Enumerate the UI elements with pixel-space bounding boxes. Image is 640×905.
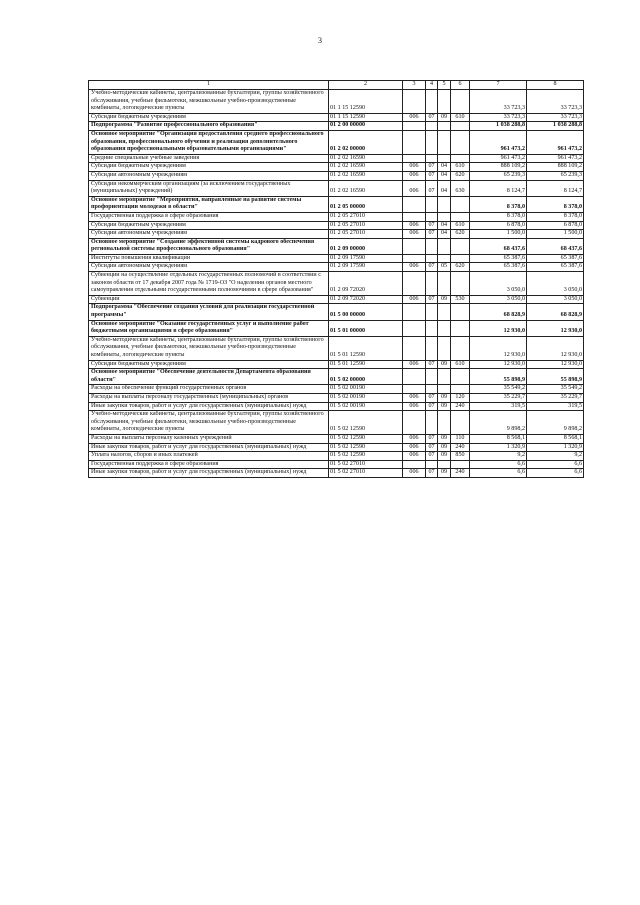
target-article-code: 01 2 09 00000 <box>329 238 403 254</box>
table-row <box>89 393 584 402</box>
target-article-code: 01 5 02 12590 <box>329 452 403 461</box>
target-article-code: 01 2 09 17590 <box>329 254 403 263</box>
subsection-code <box>438 411 451 435</box>
target-article-code: 01 2 02 16590 <box>329 171 403 180</box>
table-row <box>89 360 584 369</box>
subsection-code: 05 <box>438 263 451 272</box>
subsection-code: 09 <box>438 393 451 402</box>
table-row <box>89 254 584 263</box>
amount-year-1: 1 500,0 <box>470 230 527 239</box>
amount-year-2: 8 124,7 <box>527 180 584 196</box>
target-article-code: 01 5 01 12590 <box>329 360 403 369</box>
subsection-code: 04 <box>438 171 451 180</box>
table-row <box>89 230 584 239</box>
ministry-code: 006 <box>403 113 426 122</box>
table-row <box>89 171 584 180</box>
table-row <box>89 469 584 478</box>
table-row <box>89 434 584 443</box>
expense-type-code: 620 <box>451 263 470 272</box>
section-code <box>426 385 438 394</box>
expense-type-code: 240 <box>451 469 470 478</box>
ministry-code <box>403 212 426 221</box>
expense-type-code <box>451 196 470 212</box>
table-row <box>89 385 584 394</box>
target-article-code: 01 2 09 72020 <box>329 295 403 304</box>
ministry-code <box>403 304 426 320</box>
amount-year-1: 33 723,3 <box>470 113 527 122</box>
subsection-code <box>438 196 451 212</box>
ministry-code: 006 <box>403 163 426 172</box>
amount-year-1: 12 930,0 <box>470 320 527 336</box>
ministry-code <box>403 320 426 336</box>
table-row <box>89 212 584 221</box>
ministry-code: 006 <box>403 360 426 369</box>
table-row <box>89 113 584 122</box>
expense-type-code: 110 <box>451 434 470 443</box>
amount-year-1: 6,6 <box>470 469 527 478</box>
amount-year-1: 961 473,2 <box>470 130 527 154</box>
amount-year-1: 65 387,6 <box>470 263 527 272</box>
section-code: 07 <box>426 295 438 304</box>
item-name: Иные закупки товаров, работ и услуг для государственных (муниципальных) нужд <box>89 443 329 452</box>
ministry-code: 006 <box>403 295 426 304</box>
expense-type-code: 610 <box>451 221 470 230</box>
section-code <box>426 411 438 435</box>
ministry-code: 006 <box>403 452 426 461</box>
amount-year-1: 8 568,1 <box>470 434 527 443</box>
table-row <box>89 238 584 254</box>
header-cell: 7 <box>470 81 527 90</box>
table-row <box>89 369 584 385</box>
section-code <box>426 238 438 254</box>
section-code <box>426 320 438 336</box>
subsection-code <box>438 122 451 131</box>
amount-year-2: 1 320,9 <box>527 443 584 452</box>
amount-year-2: 8 378,0 <box>527 212 584 221</box>
table-row <box>89 411 584 435</box>
ministry-code <box>403 272 426 296</box>
subsection-code: 09 <box>438 452 451 461</box>
amount-year-2: 35 549,2 <box>527 385 584 394</box>
item-name: Иные закупки товаров, работ и услуг для государственных (муниципальных) нужд <box>89 402 329 411</box>
table-row <box>89 163 584 172</box>
ministry-code <box>403 460 426 469</box>
expense-type-code <box>451 385 470 394</box>
subsection-code <box>438 336 451 360</box>
expense-type-code: 850 <box>451 452 470 461</box>
section-code: 07 <box>426 163 438 172</box>
expense-type-code: 120 <box>451 393 470 402</box>
item-name: Государственная поддержка в сфере образования <box>89 212 329 221</box>
amount-year-2: 65 239,3 <box>527 171 584 180</box>
header-row <box>89 81 584 90</box>
item-name: Институты повышения квалификации <box>89 254 329 263</box>
expense-type-code <box>451 254 470 263</box>
expense-type-code <box>451 154 470 163</box>
ministry-code: 006 <box>403 171 426 180</box>
page-number: 3 <box>318 36 322 45</box>
amount-year-2: 1 038 288,8 <box>527 122 584 131</box>
target-article-code: 01 2 09 17590 <box>329 263 403 272</box>
table-row <box>89 272 584 296</box>
expense-type-code <box>451 336 470 360</box>
target-article-code: 01 2 05 00000 <box>329 196 403 212</box>
item-name: Расходы на выплаты персоналу казенных учреждений <box>89 434 329 443</box>
amount-year-2: 55 898,9 <box>527 369 584 385</box>
amount-year-1: 3 050,0 <box>470 272 527 296</box>
amount-year-1: 1 038 288,8 <box>470 122 527 131</box>
expense-type-code: 240 <box>451 402 470 411</box>
table-row <box>89 154 584 163</box>
header-cell: 1 <box>89 81 329 90</box>
ministry-code: 006 <box>403 469 426 478</box>
ministry-code <box>403 196 426 212</box>
target-article-code: 01 2 05 27010 <box>329 221 403 230</box>
section-code <box>426 212 438 221</box>
expense-type-code <box>451 411 470 435</box>
subsection-code: 09 <box>438 360 451 369</box>
subsection-code <box>438 385 451 394</box>
target-article-code: 01 5 01 00000 <box>329 320 403 336</box>
table-row <box>89 130 584 154</box>
ministry-code <box>403 90 426 114</box>
section-code: 07 <box>426 452 438 461</box>
ministry-code: 006 <box>403 180 426 196</box>
target-article-code: 01 5 02 00000 <box>329 369 403 385</box>
item-name: Средние специальные учебные заведения <box>89 154 329 163</box>
table-row <box>89 263 584 272</box>
table-row <box>89 452 584 461</box>
section-code: 07 <box>426 443 438 452</box>
table-row <box>89 295 584 304</box>
amount-year-1: 6,6 <box>470 460 527 469</box>
target-article-code: 01 5 02 00190 <box>329 393 403 402</box>
section-code <box>426 272 438 296</box>
target-article-code: 01 5 02 12590 <box>329 443 403 452</box>
amount-year-1: 6 878,0 <box>470 221 527 230</box>
amount-year-1: 8 378,0 <box>470 212 527 221</box>
amount-year-2: 961 473,2 <box>527 130 584 154</box>
expense-type-code: 620 <box>451 171 470 180</box>
expense-type-code: 610 <box>451 360 470 369</box>
target-article-code: 01 5 00 00000 <box>329 304 403 320</box>
subsection-code: 04 <box>438 163 451 172</box>
amount-year-1: 961 473,2 <box>470 154 527 163</box>
target-article-code: 01 2 09 72020 <box>329 272 403 296</box>
item-name: Учебно-методические кабинеты, централизованные бухгалтерии, группы хозяйственного обслуживания, учебные фильмотеки, межшкольные учебно-производственные комбинаты, логопедические пункты <box>89 90 329 114</box>
table-body <box>89 81 584 478</box>
subsection-code <box>438 212 451 221</box>
ministry-code <box>403 154 426 163</box>
item-name: Государственная поддержка в сфере образования <box>89 460 329 469</box>
section-code: 07 <box>426 360 438 369</box>
amount-year-1: 1 320,9 <box>470 443 527 452</box>
amount-year-1: 319,5 <box>470 402 527 411</box>
ministry-code: 006 <box>403 434 426 443</box>
ministry-code: 006 <box>403 443 426 452</box>
table-row <box>89 336 584 360</box>
subsection-code: 09 <box>438 469 451 478</box>
item-name: Учебно-методические кабинеты, централизованные бухгалтерии, группы хозяйственного обслуживания, учебные фильмотеки, межшкольные учебно-производственные комбинаты, логопедические пункты <box>89 336 329 360</box>
target-article-code: 01 5 02 12590 <box>329 434 403 443</box>
expense-type-code <box>451 272 470 296</box>
expense-type-code <box>451 460 470 469</box>
ministry-code <box>403 369 426 385</box>
amount-year-1: 12 930,0 <box>470 360 527 369</box>
amount-year-2: 6 878,0 <box>527 221 584 230</box>
subsection-code: 09 <box>438 443 451 452</box>
amount-year-2: 35 229,7 <box>527 393 584 402</box>
target-article-code: 01 2 02 00000 <box>329 130 403 154</box>
table-row <box>89 460 584 469</box>
amount-year-2: 3 050,0 <box>527 272 584 296</box>
amount-year-1: 12 930,0 <box>470 336 527 360</box>
table-row <box>89 304 584 320</box>
item-name: Субвенции на осуществление отдельных государственных полномочий в соответствии с законом области от 17 декабря 2007 года № 1719-ОЗ "О наделении органов местного самоуправления отдельными государственными полномочиями в сфере образования" <box>89 272 329 296</box>
target-article-code: 01 5 02 00190 <box>329 385 403 394</box>
expense-type-code: 610 <box>451 113 470 122</box>
amount-year-1: 888 109,2 <box>470 163 527 172</box>
amount-year-2: 33 723,3 <box>527 113 584 122</box>
amount-year-1: 33 723,3 <box>470 90 527 114</box>
subsection-code: 09 <box>438 113 451 122</box>
amount-year-2: 3 050,0 <box>527 295 584 304</box>
section-code <box>426 196 438 212</box>
header-cell: 6 <box>451 81 470 90</box>
amount-year-2: 6,6 <box>527 460 584 469</box>
subsection-code <box>438 254 451 263</box>
target-article-code: 01 2 02 16590 <box>329 154 403 163</box>
expense-type-code: 610 <box>451 163 470 172</box>
subsection-code <box>438 304 451 320</box>
target-article-code: 01 1 15 12590 <box>329 113 403 122</box>
budget-table <box>88 80 584 478</box>
amount-year-2: 12 930,0 <box>527 360 584 369</box>
table-row <box>89 320 584 336</box>
expense-type-code: 620 <box>451 230 470 239</box>
amount-year-2: 319,5 <box>527 402 584 411</box>
amount-year-1: 65 387,6 <box>470 254 527 263</box>
table-row <box>89 402 584 411</box>
item-name: Субсидии бюджетным учреждениям <box>89 113 329 122</box>
amount-year-2: 8 568,1 <box>527 434 584 443</box>
item-name: Субсидии бюджетным учреждениям <box>89 221 329 230</box>
subsection-code: 09 <box>438 434 451 443</box>
section-code <box>426 122 438 131</box>
ministry-code <box>403 238 426 254</box>
amount-year-1: 9,2 <box>470 452 527 461</box>
expense-type-code <box>451 130 470 154</box>
header-cell: 4 <box>426 81 438 90</box>
section-code: 07 <box>426 263 438 272</box>
target-article-code: 01 5 02 00190 <box>329 402 403 411</box>
amount-year-1: 68 828,9 <box>470 304 527 320</box>
ministry-code <box>403 385 426 394</box>
expense-type-code: 630 <box>451 180 470 196</box>
subsection-code <box>438 272 451 296</box>
amount-year-2: 888 109,2 <box>527 163 584 172</box>
section-code <box>426 130 438 154</box>
subsection-code <box>438 369 451 385</box>
table-row <box>89 196 584 212</box>
expense-type-code: 240 <box>451 443 470 452</box>
subsection-code <box>438 154 451 163</box>
ministry-code <box>403 130 426 154</box>
amount-year-2: 33 723,3 <box>527 90 584 114</box>
amount-year-1: 65 239,3 <box>470 171 527 180</box>
item-name: Основное мероприятие "Оказание государственных услуг и выполнение работ бюджетными организациями в сфере образования" <box>89 320 329 336</box>
amount-year-1: 8 378,0 <box>470 196 527 212</box>
subsection-code: 04 <box>438 180 451 196</box>
amount-year-2: 65 387,6 <box>527 263 584 272</box>
item-name: Субвенции <box>89 295 329 304</box>
expense-type-code <box>451 238 470 254</box>
target-article-code: 01 2 00 00000 <box>329 122 403 131</box>
amount-year-2: 6,6 <box>527 469 584 478</box>
section-code <box>426 460 438 469</box>
item-name: Учебно-методические кабинеты, централизованные бухгалтерии, группы хозяйственного обслуживания, учебные фильмотеки, межшкольные учебно-производственные комбинаты, логопедические пункты <box>89 411 329 435</box>
item-name: Уплата налогов, сборов и иных платежей <box>89 452 329 461</box>
amount-year-2: 1 500,0 <box>527 230 584 239</box>
subsection-code <box>438 238 451 254</box>
item-name: Субсидии бюджетным учреждениям <box>89 360 329 369</box>
target-article-code: 01 5 02 12590 <box>329 411 403 435</box>
amount-year-1: 3 050,0 <box>470 295 527 304</box>
item-name: Субсидии автономным учреждениям <box>89 263 329 272</box>
expense-type-code <box>451 212 470 221</box>
item-name: Подпрограмма "Обеспечение создания условий для реализации государственной программы" <box>89 304 329 320</box>
item-name: Расходы на обеспечение функций государственных органов <box>89 385 329 394</box>
ministry-code <box>403 336 426 360</box>
amount-year-2: 961 473,2 <box>527 154 584 163</box>
section-code: 07 <box>426 221 438 230</box>
ministry-code <box>403 254 426 263</box>
target-article-code: 01 2 02 16590 <box>329 180 403 196</box>
expense-type-code <box>451 369 470 385</box>
expense-type-code <box>451 304 470 320</box>
target-article-code: 01 5 01 12590 <box>329 336 403 360</box>
target-article-code: 01 1 15 12590 <box>329 90 403 114</box>
item-name: Субсидии некоммерческим организациям (за исключением государственных (муниципальных) учреждений) <box>89 180 329 196</box>
section-code <box>426 254 438 263</box>
amount-year-2: 8 378,0 <box>527 196 584 212</box>
section-code: 07 <box>426 230 438 239</box>
amount-year-1: 68 437,6 <box>470 238 527 254</box>
target-article-code: 01 5 02 27010 <box>329 460 403 469</box>
amount-year-2: 9 898,2 <box>527 411 584 435</box>
item-name: Субсидии бюджетным учреждениям <box>89 163 329 172</box>
subsection-code <box>438 130 451 154</box>
item-name: Субсидии автономным учреждениям <box>89 171 329 180</box>
table-row <box>89 122 584 131</box>
section-code: 07 <box>426 113 438 122</box>
subsection-code <box>438 460 451 469</box>
target-article-code: 01 2 02 16590 <box>329 163 403 172</box>
amount-year-1: 35 549,2 <box>470 385 527 394</box>
expense-type-code <box>451 122 470 131</box>
section-code <box>426 304 438 320</box>
table-row <box>89 180 584 196</box>
section-code <box>426 90 438 114</box>
subsection-code: 04 <box>438 221 451 230</box>
item-name: Подпрограмма "Развитие профессионального образования" <box>89 122 329 131</box>
expense-type-code <box>451 320 470 336</box>
table-row <box>89 221 584 230</box>
amount-year-2: 68 828,9 <box>527 304 584 320</box>
amount-year-1: 9 898,2 <box>470 411 527 435</box>
amount-year-2: 68 437,6 <box>527 238 584 254</box>
target-article-code: 01 5 02 27010 <box>329 469 403 478</box>
subsection-code <box>438 320 451 336</box>
amount-year-1: 35 229,7 <box>470 393 527 402</box>
section-code <box>426 369 438 385</box>
subsection-code <box>438 90 451 114</box>
ministry-code <box>403 411 426 435</box>
section-code: 07 <box>426 180 438 196</box>
ministry-code <box>403 122 426 131</box>
header-cell: 3 <box>403 81 426 90</box>
subsection-code: 09 <box>438 402 451 411</box>
header-cell: 5 <box>438 81 451 90</box>
expense-type-code <box>451 90 470 114</box>
section-code <box>426 336 438 360</box>
item-name: Основное мероприятие "Обеспечение деятельности Департамента образования области" <box>89 369 329 385</box>
subsection-code: 04 <box>438 230 451 239</box>
ministry-code: 006 <box>403 221 426 230</box>
amount-year-2: 12 930,0 <box>527 320 584 336</box>
target-article-code: 01 2 05 27010 <box>329 212 403 221</box>
section-code: 07 <box>426 469 438 478</box>
ministry-code: 006 <box>403 393 426 402</box>
header-cell: 2 <box>329 81 403 90</box>
subsection-code: 09 <box>438 295 451 304</box>
item-name: Иные закупки товаров, работ и услуг для государственных (муниципальных) нужд <box>89 469 329 478</box>
ministry-code: 006 <box>403 402 426 411</box>
section-code: 07 <box>426 402 438 411</box>
amount-year-1: 55 898,9 <box>470 369 527 385</box>
ministry-code: 006 <box>403 230 426 239</box>
header-cell: 8 <box>527 81 584 90</box>
section-code: 07 <box>426 171 438 180</box>
table-row <box>89 443 584 452</box>
amount-year-2: 9,2 <box>527 452 584 461</box>
amount-year-2: 12 930,0 <box>527 336 584 360</box>
section-code: 07 <box>426 393 438 402</box>
item-name: Основное мероприятие "Создание эффективной системы кадрового обеспечения региональной системы профессионального образования" <box>89 238 329 254</box>
table-row <box>89 90 584 114</box>
item-name: Основное мероприятие "Организация предоставления среднего профессионального образования, профессионального обучения и реализация дополнительного образования профессиональными образовательными организациями" <box>89 130 329 154</box>
item-name: Субсидии автономным учреждениям <box>89 230 329 239</box>
section-code <box>426 154 438 163</box>
item-name: Основное мероприятие "Мероприятия, направленные на развитие системы профориентации молодежи в области" <box>89 196 329 212</box>
section-code: 07 <box>426 434 438 443</box>
amount-year-2: 65 387,6 <box>527 254 584 263</box>
ministry-code: 006 <box>403 263 426 272</box>
item-name: Расходы на выплаты персоналу государственных (муниципальных) органов <box>89 393 329 402</box>
expense-type-code: 530 <box>451 295 470 304</box>
amount-year-1: 8 124,7 <box>470 180 527 196</box>
target-article-code: 01 2 05 27010 <box>329 230 403 239</box>
